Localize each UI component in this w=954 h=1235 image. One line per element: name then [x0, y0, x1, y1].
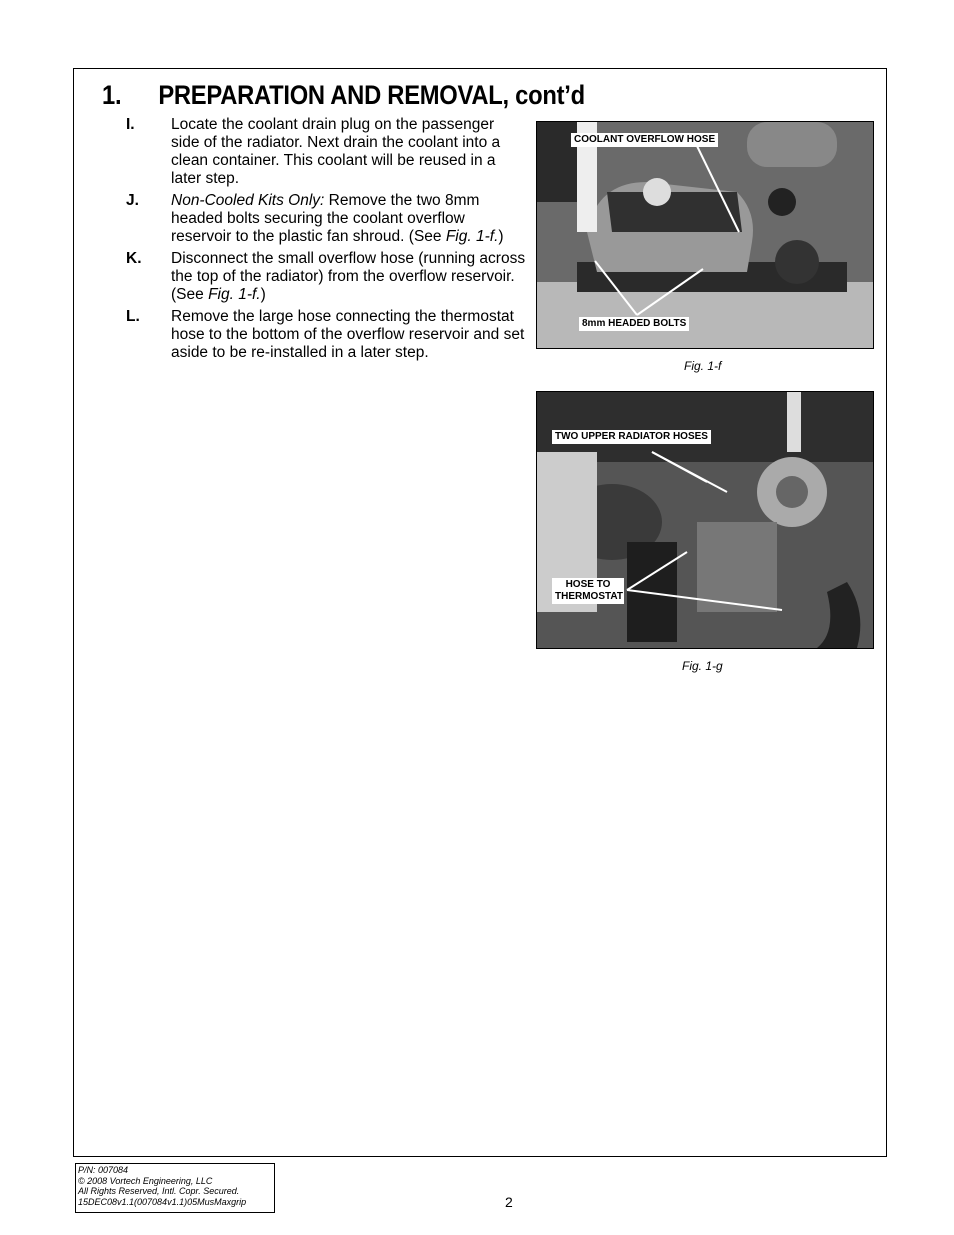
step-i: I. Locate the coolant drain plug on the passenger side of the radiator. Next drain the coolant into a clean container. This coolant will be reused in a later step. [126, 116, 501, 187]
label-coolant-overflow-hose: COOLANT OVERFLOW HOSE [571, 133, 718, 147]
figure-1g-photo [536, 391, 874, 649]
label-two-upper-radiator-hoses: TWO UPPER RADIATOR HOSES [552, 430, 711, 444]
figure-1g-caption: Fig. 1-g [682, 659, 723, 673]
step-k: K. Disconnect the small overflow hose (running across the top of the radiator) from the overflow reservoir. (See Fig. 1-f.) [126, 250, 526, 303]
figure-1f-photo [536, 121, 874, 349]
section-heading: 1. PREPARATION AND REMOVAL, cont’d [102, 80, 585, 110]
footer-copyright-box: P/N: 007084 © 2008 Vortech Engineering, LLC All Rights Reserved, Intl. Copr. Secured. 15DEC08v1.1(007084v1.1)05MusMaxgrip [75, 1163, 275, 1213]
label-hose-to-thermostat: HOSE TO THERMOSTAT [552, 578, 624, 604]
step-list [126, 116, 526, 366]
engine-photo-1f [537, 122, 873, 348]
page-number: 2 [505, 1194, 513, 1210]
step-l: L. Remove the large hose connecting the thermostat hose to the bottom of the overflow reservoir and set aside to be re-installed in a later step. [126, 308, 525, 361]
label-8mm-headed-bolts: 8mm HEADED BOLTS [579, 317, 689, 331]
step-j: J. Non-Cooled Kits Only: Remove the two 8mm headed bolts securing the coolant overflow reservoir to the plastic fan shroud. (See Fig. 1-f.) [126, 192, 504, 245]
figure-1f-caption: Fig. 1-f [684, 359, 722, 373]
